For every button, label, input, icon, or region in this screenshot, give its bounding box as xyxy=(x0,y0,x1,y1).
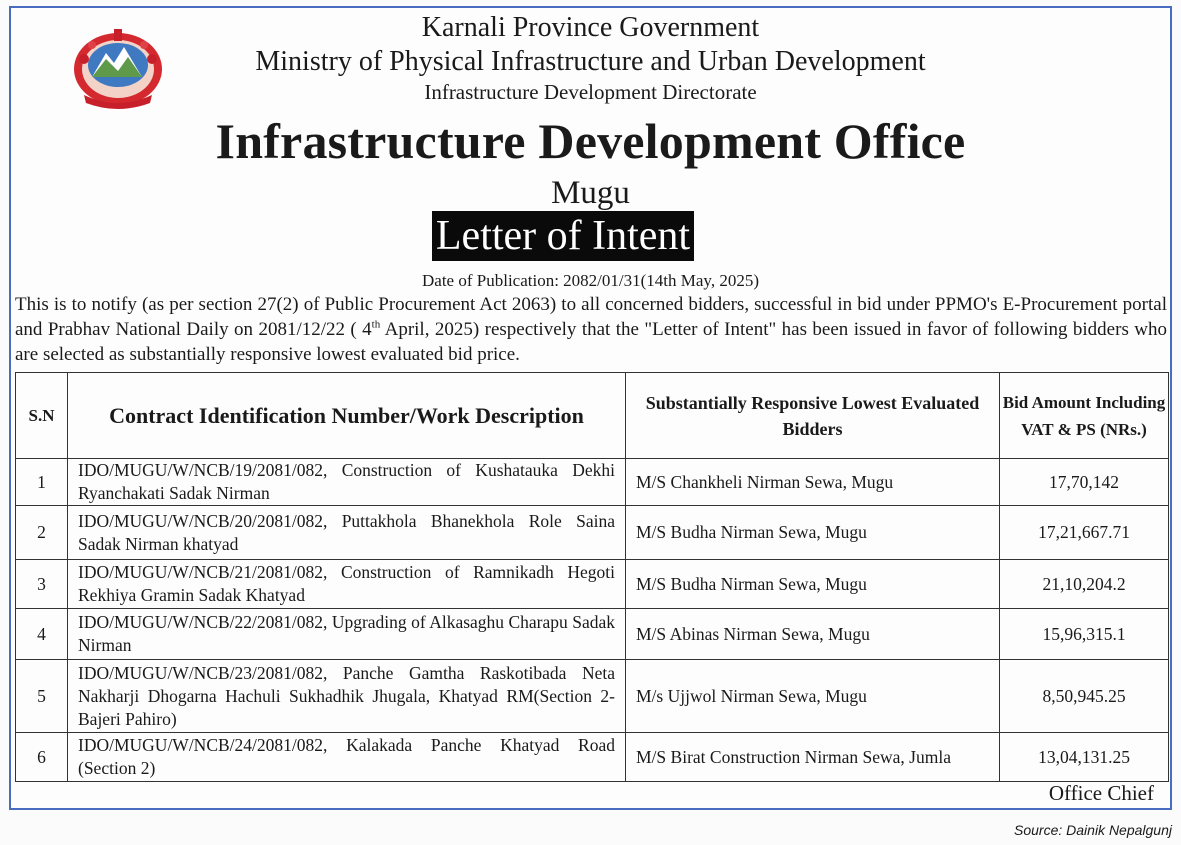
table-row xyxy=(16,609,1169,660)
header-description: Contract Identification Number/Work Description xyxy=(68,373,626,459)
table-row xyxy=(16,560,1169,609)
source-credit: Source: Dainik Nepalgunj xyxy=(1014,822,1172,838)
row-description: IDO/MUGU/W/NCB/23/2081/082, Panche Gamtha Raskotibada Neta Nakharji Dhogarna Hachuli Sukhadhik Jhugala, Khatyad RM(Section 2-Bajeri Pahiro) xyxy=(68,660,626,733)
row-sn: 6 xyxy=(16,733,68,782)
row-amount: 8,50,945.25 xyxy=(1000,660,1169,733)
office-name: Infrastructure Development Office xyxy=(215,113,966,169)
row-sn: 2 xyxy=(16,506,68,560)
notice-text-part1: This is to notify (as per section 27(2) of Public Procurement Act 2063) to all concerned bidders, successful in bid under PPMO's E-Procurement portal and Prabhav National Daily on 2081/12/22 ( 4 xyxy=(15,294,1167,340)
row-bidder: M/S Budha Nirman Sewa, Mugu xyxy=(626,506,1000,560)
row-description: IDO/MUGU/W/NCB/22/2081/082, Upgrading of Alkasaghu Charapu Sadak Nirman xyxy=(68,609,626,660)
row-amount: 15,96,315.1 xyxy=(1000,609,1169,660)
row-bidder: M/S Birat Construction Nirman Sewa, Jumla xyxy=(626,733,1000,782)
row-sn: 4 xyxy=(16,609,68,660)
table-row xyxy=(16,733,1169,782)
notice-title-block xyxy=(0,211,1181,261)
row-bidder: M/S Budha Nirman Sewa, Mugu xyxy=(626,560,1000,609)
notice-superscript: th xyxy=(371,318,381,331)
row-description: IDO/MUGU/W/NCB/19/2081/082, Construction of Kushatauka Dekhi Ryanchakati Sadak Nirman xyxy=(68,459,626,506)
row-bidder: M/s Ujjwol Nirman Sewa, Mugu xyxy=(626,660,1000,733)
district-name: Mugu xyxy=(551,175,630,211)
row-amount: 17,70,142 xyxy=(1000,459,1169,506)
header-amount: Bid Amount Including VAT & PS (NRs.) xyxy=(1000,373,1169,459)
row-sn: 3 xyxy=(16,560,68,609)
row-sn: 1 xyxy=(16,459,68,506)
row-sn: 5 xyxy=(16,660,68,733)
table-row xyxy=(16,459,1169,506)
row-amount: 21,10,204.2 xyxy=(1000,560,1169,609)
table-row xyxy=(16,506,1169,560)
row-bidder: M/S Chankheli Nirman Sewa, Mugu xyxy=(626,459,1000,506)
bidders-table xyxy=(15,372,1169,782)
row-amount: 13,04,131.25 xyxy=(1000,733,1169,782)
row-description: IDO/MUGU/W/NCB/24/2081/082, Kalakada Panche Khatyad Road (Section 2) xyxy=(68,733,626,782)
signature-office-chief: Office Chief xyxy=(1048,781,1154,805)
notice-text-part2: April, 2025) respectively that the "Letter of Intent" has been issued in favor of following bidders who are selected as substantially responsive lowest evaluated bid price. xyxy=(15,319,1167,365)
notice-title: Letter of Intent xyxy=(432,211,694,261)
row-amount: 17,21,667.71 xyxy=(1000,506,1169,560)
table-header-row xyxy=(16,373,1169,459)
header-bidder: Substantially Responsive Lowest Evaluated Bidders xyxy=(626,373,1000,459)
publication-date: Date of Publication: 2082/01/31(14th May, 2025) xyxy=(422,271,759,290)
row-description: IDO/MUGU/W/NCB/20/2081/082, Puttakhola Bhanekhola Role Saina Sadak Nirman khatyad xyxy=(68,506,626,560)
notice-paragraph xyxy=(15,292,1167,367)
row-bidder: M/S Abinas Nirman Sewa, Mugu xyxy=(626,609,1000,660)
ministry-name: Ministry of Physical Infrastructure and Urban Development xyxy=(255,46,926,77)
table-row xyxy=(16,660,1169,733)
header-sn: S.N xyxy=(16,373,68,459)
directorate-name: Infrastructure Development Directorate xyxy=(424,80,757,104)
row-description: IDO/MUGU/W/NCB/21/2081/082, Construction of Ramnikadh Hegoti Rekhiya Gramin Sadak Khatyad xyxy=(68,560,626,609)
government-name: Karnali Province Government xyxy=(421,12,760,43)
